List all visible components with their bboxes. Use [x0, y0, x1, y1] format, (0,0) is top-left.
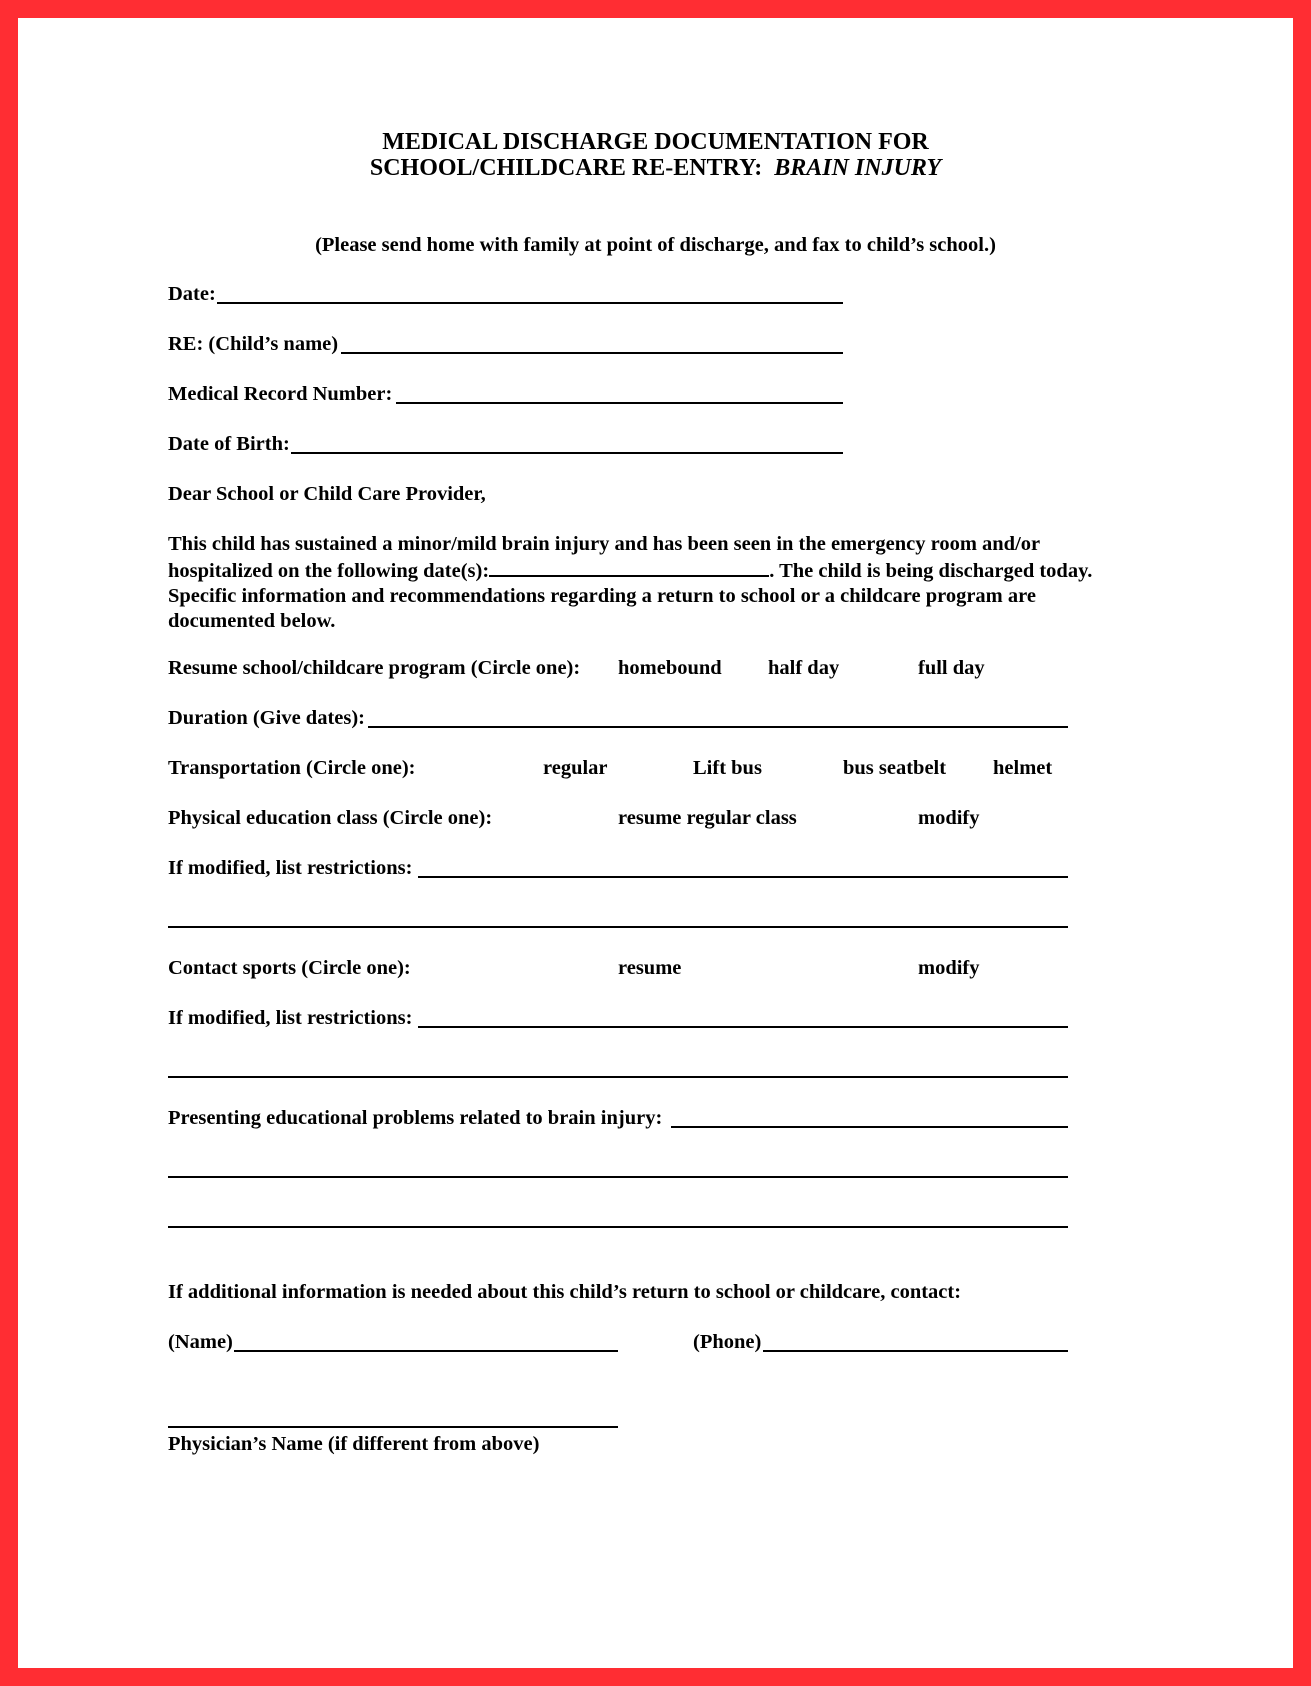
title-prefix: SCHOOL/CHILDCARE RE-ENTRY: [369, 155, 763, 181]
document-page [18, 18, 1293, 1668]
physician-name-field[interactable] [168, 1426, 618, 1428]
document-title-line2 [0, 155, 1311, 181]
pe-label: Physical education class (Circle one): [168, 807, 493, 829]
option-half-day[interactable]: half day [768, 657, 840, 679]
problems-label: Presenting educational problems related to brain injury: [168, 1107, 663, 1129]
resume-program-label: Resume school/childcare program (Circle one): [168, 657, 581, 679]
pe-restrictions-field-2[interactable] [168, 926, 1068, 928]
option-pe-modify[interactable]: modify [918, 807, 980, 829]
problems-field-3[interactable] [168, 1226, 1068, 1228]
mrn-label: Medical Record Number: [168, 383, 393, 405]
greeting-text: Dear School or Child Care Provider, [168, 483, 486, 505]
duration-label: Duration (Give dates): [168, 707, 366, 729]
contact-sports-label: Contact sports (Circle one): [168, 957, 411, 979]
date-field[interactable] [217, 302, 843, 304]
child-name-label: RE: (Child’s name) [168, 333, 339, 355]
date-label: Date: [168, 283, 216, 305]
problems-field[interactable] [671, 1126, 1068, 1128]
sports-restrictions-field[interactable] [418, 1026, 1068, 1028]
problems-field-2[interactable] [168, 1176, 1068, 1178]
contact-phone-field[interactable] [763, 1350, 1068, 1352]
dob-label: Date of Birth: [168, 433, 290, 455]
mrn-field[interactable] [396, 402, 843, 404]
paragraph-part2: . The child is being discharged today. Specific information and recommendations regarding a return to school or a childcare program are documented below. [168, 560, 1093, 632]
option-homebound[interactable]: homebound [618, 657, 722, 679]
contact-name-label: (Name) [168, 1331, 233, 1353]
option-lift-bus[interactable]: Lift bus [693, 757, 762, 779]
contact-phone-label: (Phone) [693, 1331, 762, 1353]
dates-field[interactable] [489, 557, 769, 577]
option-full-day[interactable]: full day [918, 657, 985, 679]
instruction-text: (Please send home with family at point of discharge, and fax to child’s school.) [315, 234, 996, 256]
option-regular[interactable]: regular [543, 757, 608, 779]
option-sports-modify[interactable]: modify [918, 957, 980, 979]
sports-restrictions-label: If modified, list restrictions: [168, 1007, 413, 1029]
option-bus-seatbelt[interactable]: bus seatbelt [843, 757, 947, 779]
option-resume-regular-class[interactable]: resume regular class [618, 807, 797, 829]
pe-restrictions-label: If modified, list restrictions: [168, 857, 413, 879]
child-name-field[interactable] [341, 352, 843, 354]
option-sports-resume[interactable]: resume [618, 957, 682, 979]
contact-intro-text: If additional information is needed about this child’s return to school or childcare, contact: [168, 1281, 962, 1303]
physician-name-label: Physician’s Name (if different from above) [168, 1433, 540, 1455]
title-italic: BRAIN INJURY [774, 155, 942, 181]
option-helmet[interactable]: helmet [993, 757, 1053, 779]
intro-paragraph [168, 532, 1128, 634]
sports-restrictions-field-2[interactable] [168, 1076, 1068, 1078]
pe-restrictions-field[interactable] [418, 876, 1068, 878]
paragraph-part1: This child has sustained a minor/mild brain injury and has been seen in the emergency room and/or hospitalized on the following date(s): [168, 533, 1040, 582]
document-title-line1: MEDICAL DISCHARGE DOCUMENTATION FOR [382, 129, 929, 155]
contact-name-field[interactable] [234, 1350, 618, 1352]
transportation-label: Transportation (Circle one): [168, 757, 416, 779]
duration-field[interactable] [368, 726, 1068, 728]
dob-field[interactable] [291, 452, 843, 454]
